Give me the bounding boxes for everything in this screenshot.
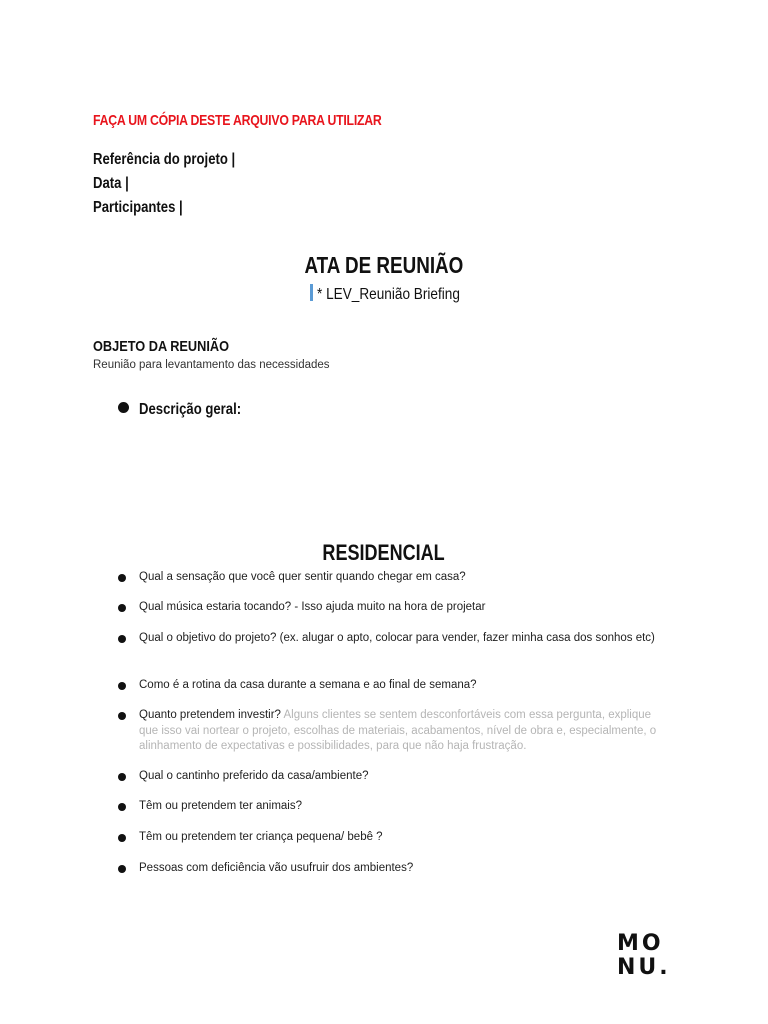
bullet-icon [118,682,126,690]
participants-field: Participantes | [93,199,183,216]
meeting-object-heading: OBJETO DA REUNIÃO [93,338,230,355]
question-hint: Alguns clientes se sentem desconfortáveis com essa pergunta, explique que isso vai nortear o projeto, escolhas de materiais, acabamentos, nível de obra e, especialmente, o alinhamento de expectativas e possibilidades, para que não haja frustração. [139,709,657,752]
question-item: Pessoas com deficiência vão usufruir dos ambientes? [118,861,673,877]
subtitle-accent-bar [310,284,313,301]
bullet-icon [118,712,126,720]
monu-logo: MO NU. [617,931,671,980]
bullet-icon [118,773,126,781]
general-description: Descrição geral: [118,401,264,419]
question-item: Qual o cantinho preferido da casa/ambiente? [118,769,673,785]
bullet-icon [118,803,126,811]
residential-heading: RESIDENCIAL [322,540,446,565]
question-item: Qual música estaria tocando? - Isso ajuda muito na hora de projetar [118,600,673,616]
project-reference-field: Referência do projeto | [93,151,236,168]
question-text: Quanto pretendem investir? [139,709,281,721]
question-item: Qual o objetivo do projeto? (ex. alugar o apto, colocar para vender, fazer minha casa dos sonhos etc) [118,631,673,647]
bullet-icon [118,865,126,873]
bullet-icon [118,834,126,842]
question-item: Como é a rotina da casa durante a semana e ao final de semana? [118,678,673,694]
bullet-icon [118,604,126,612]
document-title: ATA DE REUNIÃO [304,252,464,278]
bullet-icon [118,574,126,582]
question-item: Têm ou pretendem ter criança pequena/ bebê ? [118,830,673,846]
bullet-icon [118,635,126,643]
question-item [118,708,673,755]
date-field: Data | [93,175,129,192]
question-item: Qual a sensação que você quer sentir quando chegar em casa? [118,570,673,586]
document-subtitle: * LEV_Reunião Briefing [310,284,485,304]
bullet-icon [118,402,129,413]
meeting-object-text: Reunião para levantamento das necessidades [93,359,330,371]
question-item: Têm ou pretendem ter animais? [118,799,673,815]
copy-warning: FAÇA UM CÓPIA DESTE ARQUIVO PARA UTILIZAR [93,112,382,129]
